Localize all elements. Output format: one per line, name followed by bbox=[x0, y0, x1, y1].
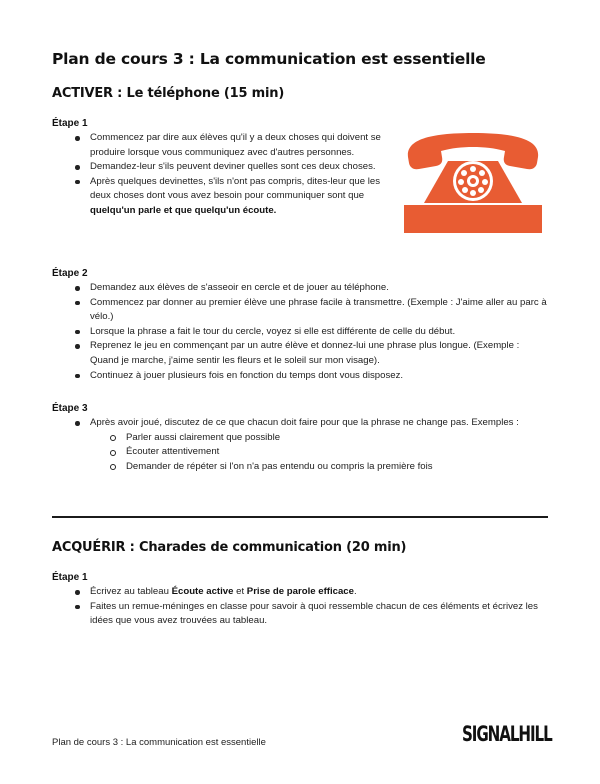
examples-sublist bbox=[90, 431, 548, 475]
activer-step3-label: Étape 3 bbox=[52, 403, 88, 414]
activer-section-title: ACTIVER : Le téléphone (15 min) bbox=[52, 86, 285, 101]
sublist-item: Écouter attentivement bbox=[90, 445, 548, 460]
list-item-text: et bbox=[233, 586, 247, 597]
list-item-text: . bbox=[353, 586, 357, 597]
activer-step1-label: Étape 1 bbox=[52, 118, 88, 129]
list-item: Demandez-leur s'ils peuvent deviner quelles sont ces deux choses. bbox=[72, 160, 396, 175]
activer-step3-list bbox=[72, 416, 548, 474]
list-item: Commencez par dire aux élèves qu'il y a deux choses qui doivent se produire lorsque vous communiquez avec d'autres personnes. bbox=[72, 131, 396, 160]
acquerir-section-title: ACQUÉRIR : Charades de communication (20 min) bbox=[52, 540, 407, 555]
list-item bbox=[72, 585, 548, 600]
sublist-item: Parler aussi clairement que possible bbox=[90, 431, 548, 446]
footer-text: Plan de cours 3 : La communication est essentielle bbox=[52, 737, 266, 748]
activer-step2-label: Étape 2 bbox=[52, 268, 88, 279]
list-item: Commencez par donner au premier élève une phrase facile à transmettre. (Exemple : J'aime aller au parc à vélo.) bbox=[72, 296, 548, 325]
list-item: Lorsque la phrase a fait le tour du cercle, voyez si elle est différente de celle du début. bbox=[72, 325, 548, 340]
list-item: Reprenez le jeu en commençant par un autre élève et donnez-lui une phrase plus longue. (Exemple : Quand je marche, j'aime sentir les fleurs et le soleil sur mon visage). bbox=[72, 339, 548, 368]
acquerir-step1-list bbox=[72, 585, 548, 629]
document-title: Plan de cours 3 : La communication est essentielle bbox=[52, 50, 486, 68]
list-item: Demandez aux élèves de s'asseoir en cercle et de jouer au téléphone. bbox=[72, 281, 548, 296]
list-item: Faites un remue-méninges en classe pour savoir à quoi ressemble chacun de ces éléments et écrivez les idées que vous avez trouvées au tableau. bbox=[72, 600, 548, 629]
list-item-text: Après quelques devinettes, s'ils n'ont pas compris, dites-leur que les deux choses dont vous avez besoin pour communiquer sont que bbox=[90, 175, 381, 202]
signalhill-logo: SIGNALHILL bbox=[462, 722, 552, 746]
list-item bbox=[72, 416, 548, 474]
list-item-text: Écrivez au tableau bbox=[90, 586, 172, 597]
sublist-item: Demander de répéter si l'on n'a pas entendu ou compris la première fois bbox=[90, 460, 548, 475]
activer-step1-list bbox=[72, 131, 396, 219]
list-item-bold-text: Écoute active bbox=[171, 586, 234, 597]
section-divider bbox=[52, 516, 548, 518]
acquerir-step1-label: Étape 1 bbox=[52, 572, 88, 583]
rotary-telephone-icon bbox=[404, 127, 542, 235]
list-item: Continuez à jouer plusieurs fois en fonction du temps dont vous disposez. bbox=[72, 369, 548, 384]
list-item-text: Après avoir joué, discutez de ce que chacun doit faire pour que la phrase ne change pas. Exemples : bbox=[90, 417, 519, 428]
list-item bbox=[72, 175, 396, 219]
activer-step2-list bbox=[72, 281, 548, 383]
list-item-bold-text: Prise de parole efficace bbox=[246, 586, 354, 597]
list-item-bold-text: quelqu'un parle et que quelqu'un écoute. bbox=[90, 204, 277, 216]
